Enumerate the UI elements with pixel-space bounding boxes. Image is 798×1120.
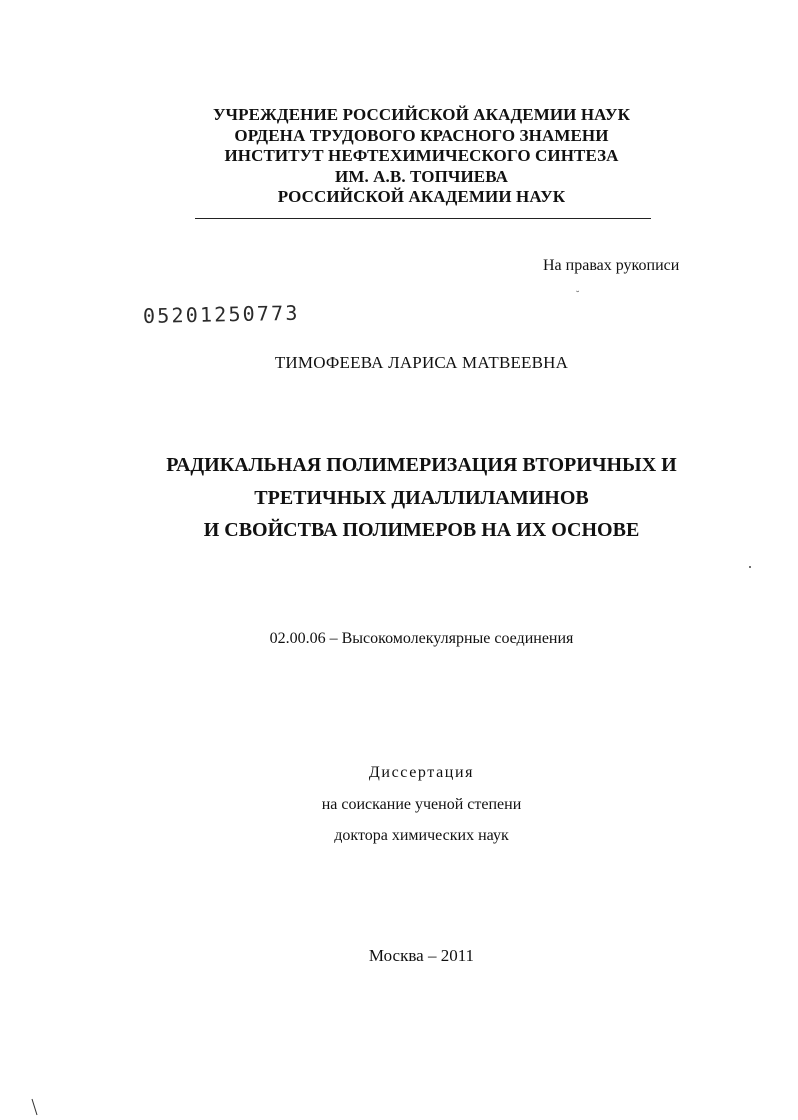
institution-header [0, 105, 798, 208]
institution-line-2: ОРДЕНА ТРУДОВОГО КРАСНОГО ЗНАМЕНИ [234, 125, 609, 145]
degree-purpose: на соискание ученой степени [321, 795, 522, 813]
institution-line-3: ИНСТИТУТ НЕФТЕХИМИЧЕСКОГО СИНТЕЗА [224, 146, 619, 166]
dissertation-title [0, 449, 798, 547]
degree-name: доктора химических наук [334, 827, 509, 844]
scan-speck [749, 566, 751, 568]
specialty-code: 02.00.06 – Высокомолекулярные соединения [269, 630, 574, 647]
header-divider [195, 218, 651, 219]
inventory-stamp-number: 05201250773 [142, 300, 300, 328]
work-type: Диссертация [368, 764, 475, 781]
check-mark-icon: ˘ [576, 290, 580, 301]
institution-line-4: ИМ. А.В. ТОПЧИЕВА [335, 166, 508, 186]
manuscript-rights-note: На правах рукописи [543, 257, 680, 274]
institution-line-1: УЧРЕЖДЕНИЕ РОССИЙСКОЙ АКАДЕМИИ НАУК [212, 105, 631, 124]
author-name: ТИМОФЕЕВА ЛАРИСА МАТВЕЕВНА [274, 353, 569, 372]
scan-mark [31, 1098, 39, 1116]
city-and-year: Москва – 2011 [368, 946, 475, 965]
title-line-3: И СВОЙСТВА ПОЛИМЕРОВ НА ИХ ОСНОВЕ [203, 519, 640, 541]
title-line-2: ТРЕТИЧНЫХ ДИАЛЛИЛАМИНОВ [254, 486, 589, 509]
institution-line-5: РОССИЙСКОЙ АКАДЕМИИ НАУК [277, 187, 566, 207]
title-line-1: РАДИКАЛЬНАЯ ПОЛИМЕРИЗАЦИЯ ВТОРИЧНЫХ И [166, 454, 677, 476]
degree-block [0, 757, 798, 852]
